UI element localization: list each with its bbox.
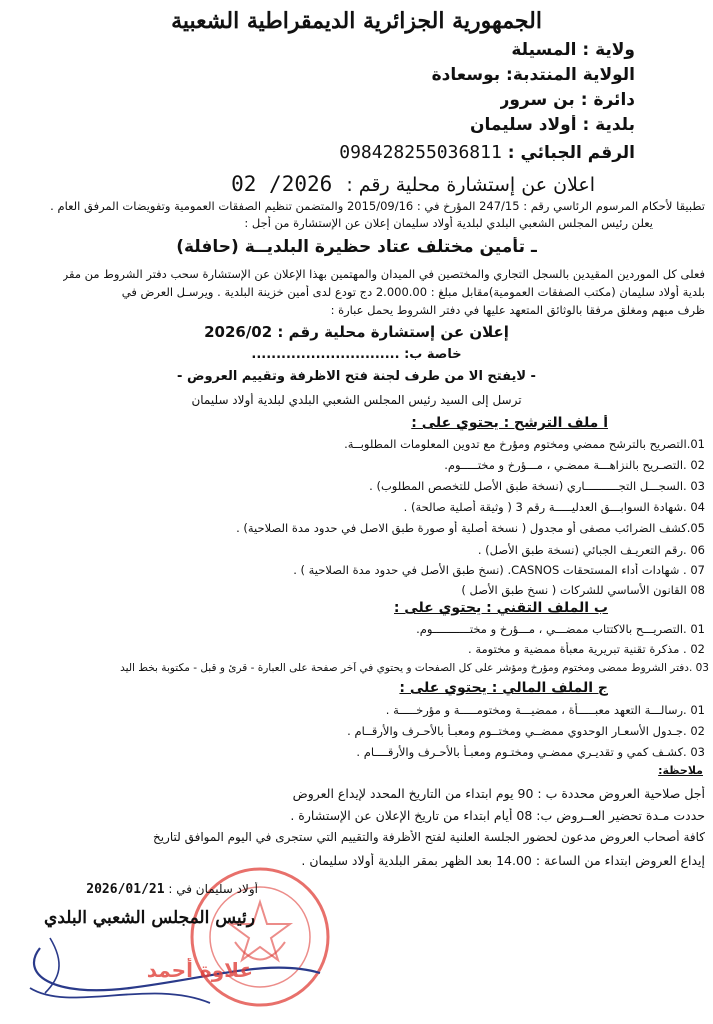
candidacy-item: 03 .السجـــل التجــــــــــاري (نسخة طبق الأصل للتخصص المطلوب) . [369,479,705,493]
notes-line4: إيداع العروض ابتداء من الساعة : 14.00 بعد الظهر بمقر البلدية أولاد سليمان . [301,853,705,868]
delegated-wilaya: الولاية المنتدبة: بوسعادة [431,65,635,85]
notice-number: 2026/ 02 [231,172,333,196]
notes-line2: حددت مـدة تحضير العــروض ب: 08 أيام ابتداء من تاريخ الإعلان عن الإستشارة . [290,808,705,823]
candidacy-item: 05.كشف الضرائب مصفى أو مجدول ( نسخة أصلية أو صورة طبق الاصل في حدود مدة الصلاحية) . [236,521,705,535]
signature-date: 2026/01/21 [86,882,165,897]
candidacy-item: 04 .شهادة السوابـــق العدليـــــة رقم 3 ( وثيقة أصلية صالحة) . [403,500,705,514]
commune: بلدية : أولاد سليمان [469,115,635,135]
send-to: ترسل إلى السيد رئيس المجلس الشعبي البلدي لبلدية أولاد سليمان [191,393,522,407]
place-date-line [86,882,258,897]
para1-line3: ظرف مبهم ومغلق مرفقا بالوثائق المتعهد عليها في دفتر الشروط يحمل عبارة : [330,303,705,317]
para1-line2: بلدية أولاد سليمان (مكتب الصفقات العمومية)مقابل مبلغ : 2.000.00 دج تودع لدى أمين خزينة البلدية . ويرسـل العرض في [121,285,705,299]
para1-line1: فعلى كل الموردين المقيدين بالسجل التجاري والمختصين في الميدان والمهتمين بهذا الإعلان عن الإستشارة سحب دفتر الشروط من مقر [62,267,705,281]
tax-id-value: 098428255036811 [339,142,502,163]
technical-heading: ب الملف التقني : يحتوي على : [393,600,608,616]
candidacy-item: 02 .التصـريح بالنزاهـــة ممضـي ، مـــؤرخ و مختـــــوم. [444,458,705,472]
tax-id-line [339,142,635,163]
tax-id-label: الرقم الجبائي : [507,143,635,163]
tender-subject: ـ تأمين مختلف عتاد حظيرة البلديــة (حافلة) [176,237,537,257]
candidacy-item: 08 القانون الأساسي للشركات ( نسخ طبق الأصل ) [461,583,705,597]
law-reference: تطبيقا لأحكام المرسوم الرئاسي رقم : 247/15 المؤرخ في : 2015/09/16 والمتضمن تنظيم الصفقات العمومية وتفويضات المرفق العام . [50,199,705,213]
daira: دائرة : بن سرور [499,90,635,110]
candidacy-item: 07 . شهادات أداء المستحقات CASNOS. (نسخ طبق الأصل في حدود مدة الصلاحية ) . [293,563,705,577]
envelope-title: إعلان عن إستشارة محلية رقم : 2026/02 [204,323,509,341]
financial-item: 03 .كشـف كمي و تقديـري ممضـي ومختـوم ومعبـأ بالأحـرف والأرقــــام . [356,745,705,759]
wilaya: ولاية : المسيلة [511,40,635,60]
notice-title-line [231,172,595,196]
notes-heading: ملاحظة: [658,764,703,777]
place-label: أولاد سليمان في : [168,882,258,896]
signer-name: علاوة أحمد [146,958,253,982]
no-open-warning: - لايفتح الا من طرف لجنة فتح الاظرفة وتقييم العروض - [177,369,536,384]
technical-item: 02 . مذكرة تقنية تبريرية معبأة ممضية و مختومة . [468,642,705,656]
candidacy-heading: أ ملف الترشح : يحتوي على : [411,415,608,431]
signer-title: رئيس المجلس الشعبي البلدي [44,908,255,928]
special-for: خاصة ب: .............................. [251,347,462,362]
notes-line1: أجل صلاحية العروض محددة ب : 90 يوم ابتداء من التاريخ المحدد لإيداع العروض [292,786,705,801]
technical-item: 03 .دفتر الشروط ممضى ومختوم ومؤرخ ومؤشر على كل الصفحات و يحتوي في آخر صفحة على العبارة - قرئ و قبل - مكتوبة بخط اليد [120,662,709,674]
candidacy-item: 06 .رقم التعريـف الجبائي (نسخة طبق الأصل) . [477,543,705,557]
technical-item: 01 .التصريـــح بالاكتتاب ممضـــي ، مـــؤرخ و مختـــــــــــوم. [416,622,705,636]
notice-title: اعلان عن إستشارة محلية رقم : [346,174,595,196]
announcer-line: يعلن رئيس المجلس الشعبي البلدي لبلدية أولاد سليمان إعلان عن الإستشارة من أجل : [244,216,653,230]
financial-item: 01 .رسالـــة التعهد معبـــــأة ، ممضيـــة ومختومـــــة و مؤرخـــــة . [385,703,705,717]
republic-title: الجمهورية الجزائرية الديمقراطية الشعبية [171,8,542,34]
candidacy-item: 01.التصريح بالترشح ممضي ومختوم ومؤرخ مع تدوين المعلومات المطلوبــة. [344,437,705,451]
financial-item: 02 .جـدول الأسعـار الوحدوي ممضــي ومختــوم ومعبـأ بالأحـرف والأرقــام . [347,724,705,738]
notes-line3: كافة أصحاب العروض مدعون لحضور الجلسة العلنية لفتح الأظرفة والتقييم التي ستجرى في اليوم الموافق لتاريخ [152,830,705,844]
financial-heading: ج الملف المالي : يحتوي على : [399,680,608,696]
